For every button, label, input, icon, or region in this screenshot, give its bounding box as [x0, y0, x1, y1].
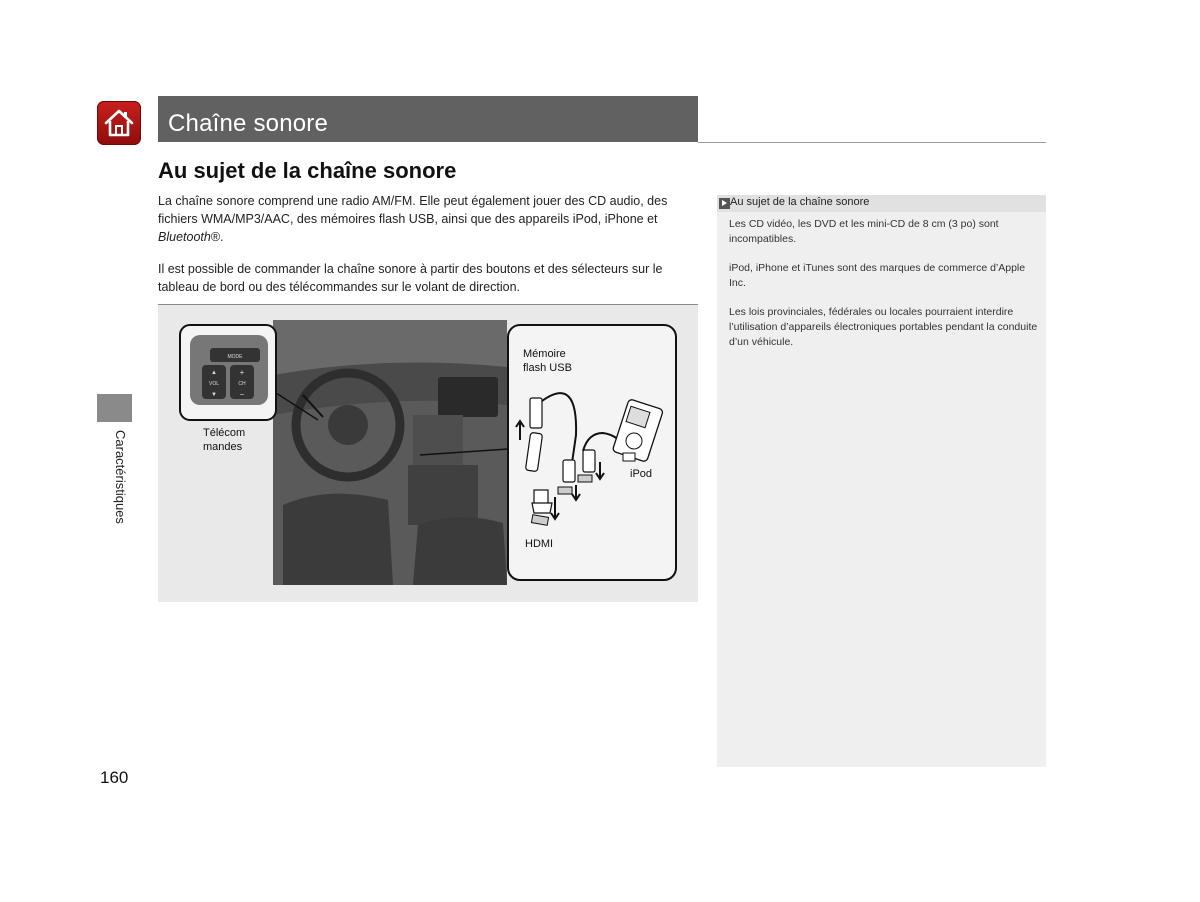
hdmi-label: HDMI: [525, 538, 554, 550]
arrow-right-icon: [719, 198, 730, 209]
remote-label-line2: mandes: [203, 441, 243, 453]
section-title: Chaîne sonore: [168, 110, 329, 137]
chapter-tab: [98, 430, 138, 540]
controls-paragraph: Il est possible de commander la chaîne sonore à partir des boutons et des sélecteurs sur le tableau de bord ou des télécommandes sur le volant de direction.: [158, 262, 663, 294]
section-title-bar: [158, 96, 698, 142]
notes-title: Au sujet de la chaîne sonore: [730, 196, 870, 208]
mode-button-label: MODE: [227, 354, 243, 360]
note-item: iPod, iPhone et iTunes sont des marques de commerce d’Apple Inc.: [729, 262, 1026, 289]
vol-button-label: VOL: [208, 381, 220, 387]
ch-minus-symbol: −: [239, 390, 245, 399]
ch-button-label: CH: [238, 381, 246, 387]
note-item: Les lois provinciales, fédérales ou locales pourraient interdire l’utilisation d’appareils électroniques portables pendant la conduite d’un véhicule.: [729, 306, 1038, 348]
vol-up-symbol: ▲: [211, 370, 217, 376]
home-icon: [103, 107, 135, 139]
page-heading: Au sujet de la chaîne sonore: [158, 158, 457, 183]
dashboard-photo: [273, 320, 507, 585]
audio-system-figure: [158, 304, 698, 602]
ch-plus-symbol: +: [239, 368, 245, 377]
usb-label-line2: flash USB: [523, 362, 572, 374]
page-number: 160: [100, 768, 129, 787]
notes-header: [717, 195, 1046, 212]
title-rule: [698, 142, 1046, 143]
chapter-tab-marker[interactable]: [97, 394, 132, 422]
intro-paragraph: [158, 192, 698, 246]
home-button[interactable]: [97, 101, 141, 145]
ipod-label: iPod: [630, 468, 653, 480]
note-item: Les CD vidéo, les DVD et les mini-CD de 8 cm (3 po) sont incompatibles.: [729, 218, 999, 245]
registered-mark: ®.: [210, 230, 224, 244]
notes-sidebar: [717, 195, 1046, 767]
remote-label-line1: Télécom: [203, 427, 246, 439]
chapter-tab-label: Caractéristiques: [113, 430, 128, 524]
bluetooth-term: Bluetooth: [158, 230, 211, 244]
intro-text: La chaîne sonore comprend une radio AM/FM. Elle peut également jouer des CD audio, des fichiers WMA/MP3/AAC, des mémoires flash USB, ainsi que des appareils iPod, iPhone et: [158, 194, 668, 226]
vol-down-symbol: ▼: [211, 392, 217, 398]
usb-label-line1: Mémoire: [523, 348, 566, 360]
